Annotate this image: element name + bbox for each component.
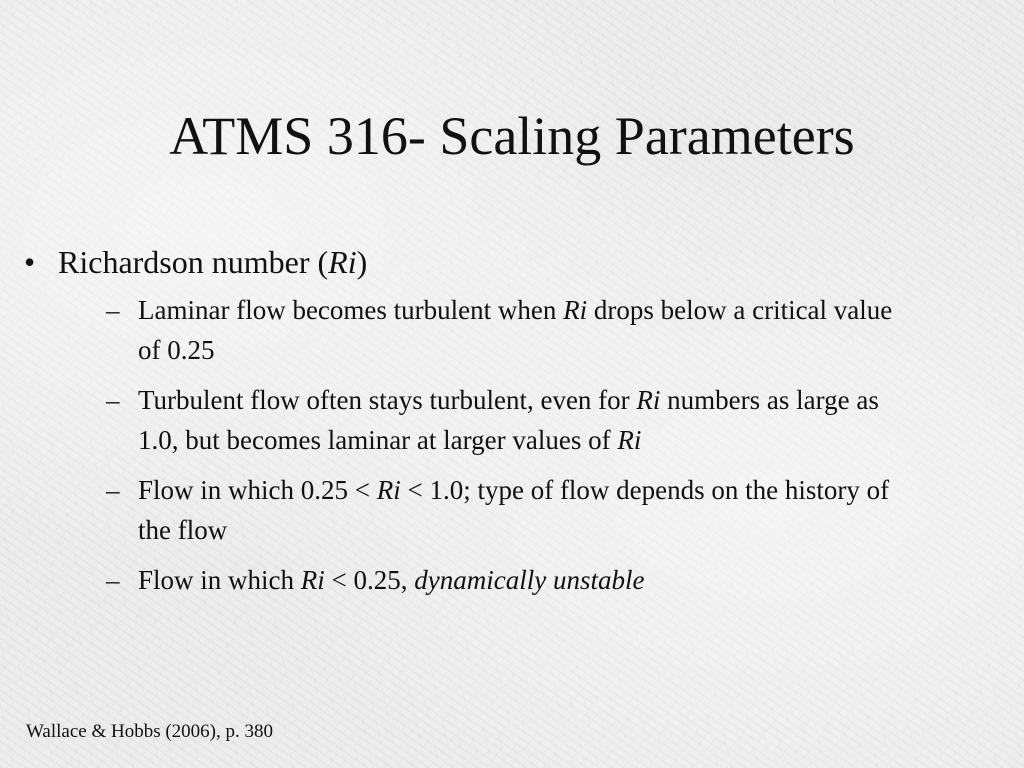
dash-marker: – [106,565,120,595]
dynamically-unstable-text: dynamically unstable [414,565,645,595]
sub-bullet-laminar-to-turbulent [58,290,902,370]
dash-marker: – [106,295,120,325]
sub-bullet-list [58,290,902,600]
citation-footer: Wallace & Hobbs (2006), p. 380 [26,721,273,742]
sub-bullet-turbulent-stays [58,380,902,460]
sub-text: Laminar flow becomes turbulent when [138,295,564,325]
bullet-marker: • [24,244,36,280]
sub-text: < 0.25, [324,565,415,595]
ri-symbol: Ri [376,475,401,505]
ri-symbol: Ri [636,385,661,415]
ri-symbol: Ri [563,295,588,325]
ri-symbol: Ri [300,565,325,595]
sub-bullet-dynamically-unstable [58,560,902,600]
sub-text: drops below a critical value of 0.25 [138,295,893,365]
sub-text: Flow in which 0.25 < [138,475,377,505]
bullet-list [22,238,902,610]
ri-symbol: Ri [328,244,357,280]
slide-title: ATMS 316- Scaling Parameters [169,106,855,166]
sub-bullet-history-dependent [58,470,902,550]
bullet-text: Richardson number ( [58,244,329,280]
sub-text: numbers as large as 1.0, but becomes laminar at larger values of [138,385,879,455]
bullet-richardson-number [22,238,902,600]
sub-text: Flow in which [138,565,301,595]
sub-text: < 1.0; type of flow depends on the history of the flow [138,475,890,545]
dash-marker: – [106,385,120,415]
sub-text: Turbulent flow often stays turbulent, even for [138,385,637,415]
bullet-text-end: ) [356,244,368,280]
dash-marker: – [106,475,120,505]
ri-symbol: Ri [617,425,642,455]
